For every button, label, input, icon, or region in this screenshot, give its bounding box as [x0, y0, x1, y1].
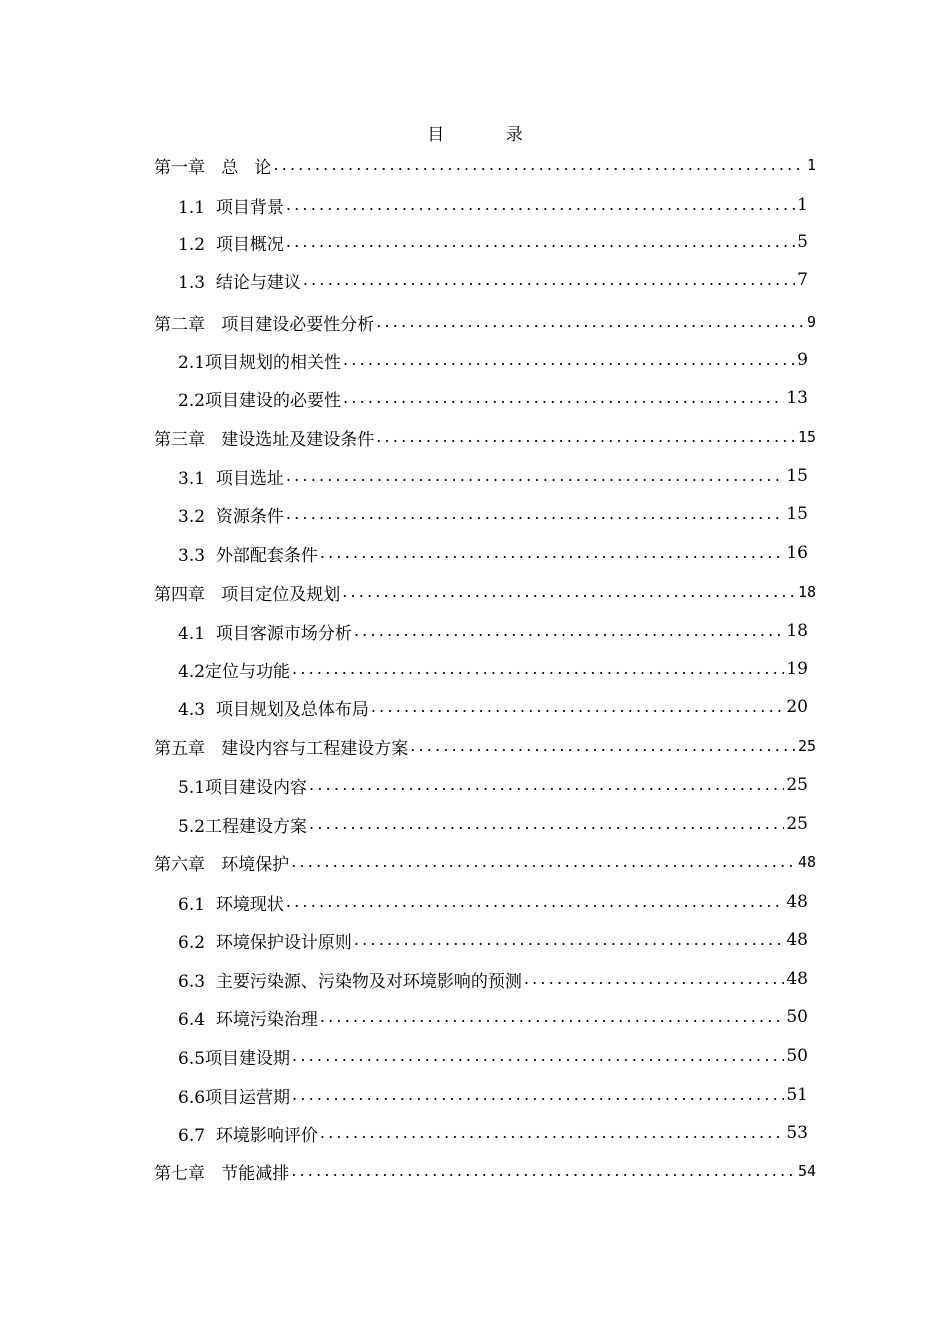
toc-page-number: 20: [786, 697, 808, 717]
toc-leader-dots: [342, 573, 796, 611]
toc-leader-dots: [303, 261, 795, 299]
toc-leader-dots: [286, 457, 785, 495]
toc-page-number: 54: [797, 1162, 816, 1180]
toc-entry-label: 5.1项目建设内容: [178, 777, 308, 798]
toc-page-number: 50: [786, 1046, 808, 1066]
toc-leader-dots: [354, 612, 785, 650]
toc-section-entry[interactable]: [178, 650, 808, 688]
toc-page-number: 7: [797, 270, 808, 290]
toc-entry-label: 第七章 节能减排: [154, 1163, 290, 1184]
toc-leader-dots: [309, 805, 784, 843]
toc-leader-dots: [376, 418, 796, 456]
toc-leader-dots: [371, 688, 785, 726]
toc-section-entry[interactable]: [178, 495, 808, 533]
toc-section-entry[interactable]: [178, 457, 808, 495]
toc-page-number: 5: [797, 232, 808, 252]
toc-leader-dots: [292, 650, 784, 688]
toc-leader-dots: [376, 303, 805, 341]
toc-section-entry[interactable]: [178, 960, 808, 998]
toc-page-number: 18: [786, 621, 808, 641]
toc-entry-label: 3.3 外部配套条件: [178, 545, 318, 566]
toc-page-number: 48: [797, 853, 816, 871]
toc-leader-dots: [291, 1152, 796, 1190]
toc-leader-dots: [286, 223, 795, 261]
toc-leader-dots: [309, 766, 784, 804]
toc-page-number: 13: [786, 388, 808, 408]
toc-entry-label: 4.1 项目客源市场分析: [178, 623, 352, 644]
toc-page-number: 15: [797, 428, 816, 446]
toc-page-number: 19: [786, 659, 808, 679]
toc-entry-label: 第四章 项目定位及规划: [154, 584, 341, 605]
toc-leader-dots: [343, 379, 784, 417]
toc-section-entry[interactable]: [178, 998, 808, 1036]
toc-entry-label: 6.2 环境保护设计原则: [178, 932, 352, 953]
toc-page-number: 48: [786, 969, 808, 989]
toc-chapter-entry[interactable]: [154, 303, 816, 341]
toc-entry-label: 3.1 项目选址: [178, 468, 284, 489]
toc-section-entry[interactable]: [178, 612, 808, 650]
toc-section-entry[interactable]: [178, 1114, 808, 1152]
toc-leader-dots: [286, 495, 785, 533]
toc-entry-label: 第一章 总 论: [154, 157, 272, 178]
toc-section-entry[interactable]: [178, 379, 808, 417]
toc-entry-label: 6.5项目建设期: [178, 1048, 291, 1069]
toc-entry-label: 第六章 环境保护: [154, 854, 290, 875]
toc-page-number: 51: [786, 1085, 808, 1105]
toc-section-entry[interactable]: [178, 1076, 808, 1114]
toc-chapter-entry[interactable]: [154, 146, 816, 184]
toc-chapter-entry[interactable]: [154, 573, 816, 611]
toc-section-entry[interactable]: [178, 883, 808, 921]
toc-leader-dots: [320, 1114, 785, 1152]
toc-entry-label: 1.3 结论与建议: [178, 272, 301, 293]
toc-page-number: 9: [806, 313, 816, 331]
toc-chapter-entry[interactable]: [154, 1152, 816, 1190]
toc-entry-label: 1.1 项目背景: [178, 197, 284, 218]
toc-entry-label: 1.2 项目概况: [178, 234, 284, 255]
toc-leader-dots: [343, 341, 795, 379]
toc-section-entry[interactable]: [178, 1037, 808, 1075]
toc-page-number: 25: [786, 814, 808, 834]
toc-page-number: 16: [786, 543, 808, 563]
toc-page-number: 9: [797, 350, 808, 370]
toc-section-entry[interactable]: [178, 223, 808, 261]
toc-entry-label: 第三章 建设选址及建设条件: [154, 429, 375, 450]
toc-page-number: 15: [786, 504, 808, 524]
toc-entry-label: 4.2定位与功能: [178, 661, 291, 682]
toc-page-number: 50: [786, 1007, 808, 1027]
toc-leader-dots: [273, 146, 805, 184]
toc-page-number: 25: [797, 737, 816, 755]
toc-entry-label: 6.6项目运营期: [178, 1087, 291, 1108]
toc-chapter-entry[interactable]: [154, 843, 816, 881]
toc-section-entry[interactable]: [178, 921, 808, 959]
toc-entry-label: 第二章 项目建设必要性分析: [154, 314, 375, 335]
toc-leader-dots: [320, 998, 785, 1036]
toc-leader-dots: [320, 534, 785, 572]
toc-entry-label: 2.2项目建设的必要性: [178, 390, 342, 411]
toc-leader-dots: [292, 1076, 784, 1114]
toc-page-number: 1: [806, 156, 816, 174]
toc-leader-dots: [291, 843, 796, 881]
toc-entry-label: 6.7 环境影响评价: [178, 1125, 318, 1146]
toc-leader-dots: [292, 1037, 784, 1075]
toc-entry-label: 6.4 环境污染治理: [178, 1009, 318, 1030]
toc-leader-dots: [286, 186, 795, 224]
toc-leader-dots: [354, 921, 785, 959]
toc-entry-label: 4.3 项目规划及总体布局: [178, 699, 369, 720]
toc-leader-dots: [524, 960, 785, 998]
toc-entry-label: 5.2工程建设方案: [178, 816, 308, 837]
toc-chapter-entry[interactable]: [154, 418, 816, 456]
toc-section-entry[interactable]: [178, 766, 808, 804]
toc-chapter-entry[interactable]: [154, 727, 816, 765]
toc-entry-label: 6.1 环境现状: [178, 894, 284, 915]
toc-section-entry[interactable]: [178, 261, 808, 299]
toc-entry-label: 第五章 建设内容与工程建设方案: [154, 738, 409, 759]
toc-page-number: 48: [786, 930, 808, 950]
toc-leader-dots: [286, 883, 785, 921]
toc-section-entry[interactable]: [178, 341, 808, 379]
toc-section-entry[interactable]: [178, 805, 808, 843]
toc-page-number: 15: [786, 466, 808, 486]
toc-section-entry[interactable]: [178, 688, 808, 726]
toc-page-number: 18: [797, 583, 816, 601]
toc-section-entry[interactable]: [178, 186, 808, 224]
toc-leader-dots: [410, 727, 796, 765]
toc-page-number: 1: [797, 195, 808, 215]
toc-entry-label: 3.2 资源条件: [178, 506, 284, 527]
toc-page-number: 48: [786, 892, 808, 912]
toc-entry-label: 6.3 主要污染源、污染物及对环境影响的预测: [178, 971, 522, 992]
toc-page-number: 25: [786, 775, 808, 795]
toc-entry-label: 2.1项目规划的相关性: [178, 352, 342, 373]
toc-section-entry[interactable]: [178, 534, 808, 572]
toc-page-number: 53: [786, 1123, 808, 1143]
toc-title: 目 录: [427, 125, 551, 145]
